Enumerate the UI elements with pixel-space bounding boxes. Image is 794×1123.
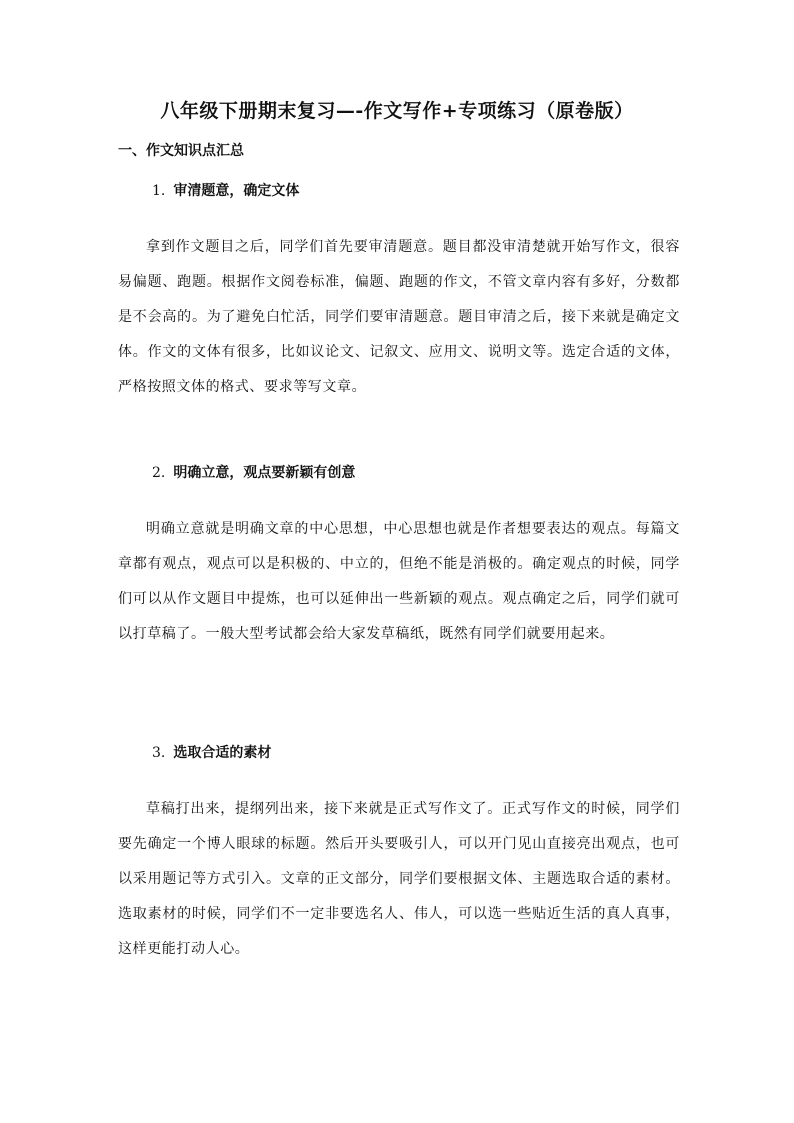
subsection-title-3: 选取合适的素材 [173, 745, 272, 761]
subsection-number-2: 2. [152, 465, 166, 481]
subsection-number-3: 3. [152, 745, 166, 761]
subsection-title-2: 明确立意，观点要新颖有创意 [173, 465, 356, 481]
paragraph-3: 草稿打出来，提纲列出来，接下来就是正式写作文了。正式写作文的时候，同学们要先确定一个博人眼球的标题。然后开头要吸引人，可以开门见山直接亮出观点，也可以采用题记等方式引入。文章的正文部分，同学们要根据文体、主题选取合适的素材。选取素材的时候，同学们不一定非要选名人、伟人，可以选一些贴近生活的真人真事，这样更能打动人心。 [118, 801, 680, 957]
subsection-number-1: 1. [152, 183, 166, 199]
paragraph-1: 拿到作文题目之后，同学们首先要审清题意。题目都没审清楚就开始写作文，很容易偏题、跑题。根据作文阅卷标准，偏题、跑题的作文，不管文章内容有多好，分数都是不会高的。为了避免白忙活，同学们要审清题意。题目审清之后，接下来就是确定文体。作文的文体有很多，比如议论文、记叙文、应用文、说明文等。选定合适的文体，严格按照文体的格式、要求等写文章。 [118, 239, 680, 395]
paragraph-2: 明确立意就是明确文章的中心思想，中心思想也就是作者想要表达的观点。每篇文章都有观点，观点可以是积极的、中立的，但绝不能是消极的。确定观点的时候，同学们可以从作文题目中提炼，也可以延伸出一些新颖的观点。观点确定之后，同学们就可以打草稿了。一般大型考试都会给大家发草稿纸，既然有同学们就要用起来。 [118, 521, 680, 642]
subsection-heading-1 [152, 180, 299, 200]
subsection-heading-2 [152, 462, 355, 482]
section-heading: 一、作文知识点汇总 [118, 143, 244, 159]
document-title: 八年级下册期末复习—-作文写作+专项练习（原卷版） [160, 100, 634, 122]
subsection-title-1: 审清题意，确定文体 [173, 183, 300, 199]
subsection-heading-3 [152, 742, 271, 762]
